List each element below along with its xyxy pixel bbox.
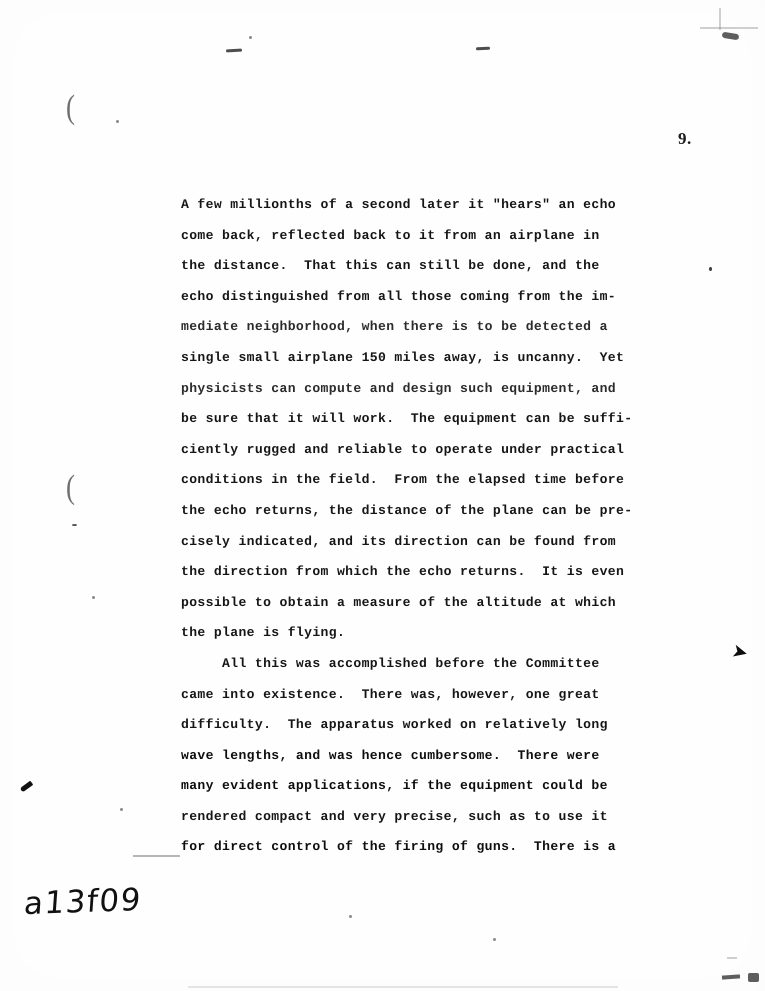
document-body xyxy=(181,190,681,863)
text-line: be sure that it will work. The equipment can be suffi- xyxy=(181,411,633,427)
text-line: cisely indicated, and its direction can be found from xyxy=(181,533,616,549)
dust-speck xyxy=(349,915,352,918)
handwritten-annotation: a13f09 xyxy=(22,881,144,923)
paragraph-1 xyxy=(181,190,681,649)
text-line: conditions in the field. From the elapsed time before xyxy=(181,472,625,488)
text-line: echo distinguished from all those coming from the im- xyxy=(181,288,616,304)
text-line: the distance. That this can still be done, and the xyxy=(181,258,600,274)
page-number: 9. xyxy=(678,129,692,148)
ink-tick-mark xyxy=(20,781,33,793)
text-line: rendered compact and very precise, such as to use it xyxy=(181,808,608,824)
bottom-smudge-left xyxy=(722,974,740,979)
text-line: came into existence. There was, however, one great xyxy=(181,686,600,702)
paragraph-2 xyxy=(181,649,681,863)
dust-speck xyxy=(116,120,119,123)
text-line: the direction from which the echo returns. It is even xyxy=(181,564,625,580)
text-line: mediate neighborhood, when there is to be detected a xyxy=(181,319,608,335)
top-dash-mark-right xyxy=(476,47,490,51)
dust-speck xyxy=(92,596,95,599)
dust-speck xyxy=(72,524,77,526)
bottom-edge-line xyxy=(188,986,618,988)
dust-speck xyxy=(120,808,123,811)
bottom-smudge-right xyxy=(748,973,759,982)
text-line: wave lengths, and was hence cumbersome. There were xyxy=(181,747,600,763)
dust-speck xyxy=(709,267,712,271)
dust-speck xyxy=(249,36,252,39)
corner-smudge-horizontal xyxy=(700,27,758,29)
margin-paren-upper: ( xyxy=(66,88,75,126)
text-line: for direct control of the firing of guns. There is a xyxy=(181,839,616,855)
corner-smudge-blot xyxy=(722,32,740,41)
text-line: possible to obtain a measure of the altitude at which xyxy=(181,594,616,610)
text-line: All this was accomplished before the Committee xyxy=(181,655,600,671)
text-line: single small airplane 150 miles away, is uncanny. Yet xyxy=(181,349,625,365)
text-line: the plane is flying. xyxy=(181,625,346,641)
text-line: ciently rugged and reliable to operate under practical xyxy=(181,441,625,457)
text-line: the echo returns, the distance of the plane can be pre- xyxy=(181,502,633,518)
top-dash-mark-left xyxy=(226,49,242,53)
faint-underline-rule xyxy=(133,855,180,857)
bottom-smudge-faint xyxy=(727,957,737,959)
text-line: many evident applications, if the equipment could be xyxy=(181,778,608,794)
dust-speck xyxy=(493,938,496,941)
text-line: physicists can compute and design such equipment, and xyxy=(181,380,616,396)
text-line: come back, reflected back to it from an airplane in xyxy=(181,227,600,243)
arrow-margin-mark: ➤ xyxy=(729,639,751,665)
text-line: difficulty. The apparatus worked on relatively long xyxy=(181,717,608,733)
margin-paren-lower: ( xyxy=(66,468,75,506)
text-line: A few millionths of a second later it "hears" an echo xyxy=(181,197,616,212)
